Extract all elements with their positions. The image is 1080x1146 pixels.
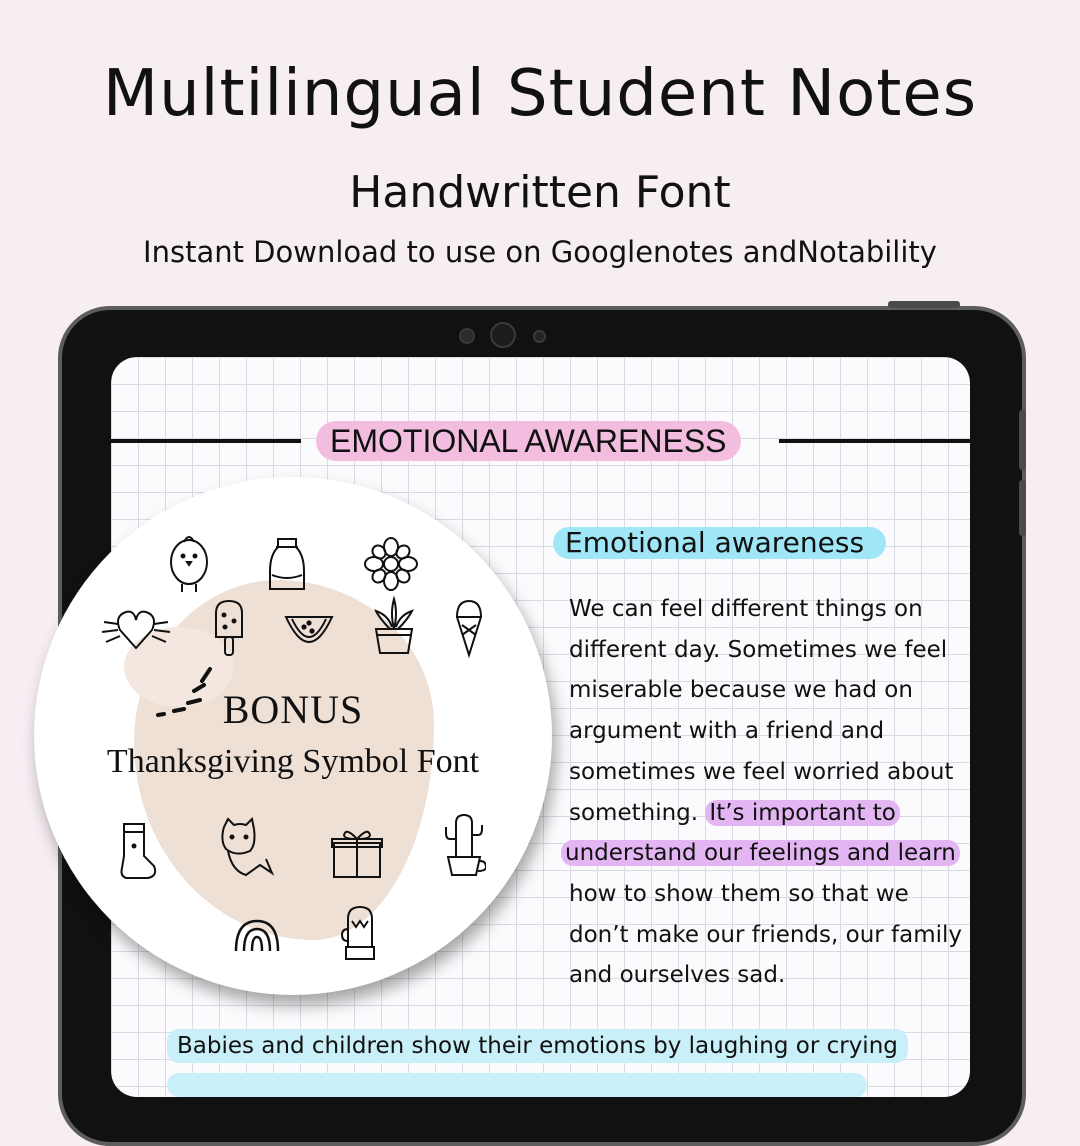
note-title: Emotional awareness <box>553 527 886 559</box>
rainbow-icon <box>232 917 282 953</box>
tablet-top-button <box>888 301 960 308</box>
sock-icon <box>116 822 160 880</box>
watermelon-icon <box>282 607 336 647</box>
mitten-icon <box>340 905 380 961</box>
popsicle-icon <box>212 599 246 659</box>
note-line: miserable because we had on <box>569 677 913 704</box>
note-line <box>569 793 969 834</box>
cat-mermaid-icon <box>216 817 276 883</box>
note-line: different day. Sometimes we feel <box>569 636 948 663</box>
bird-icon <box>164 532 214 594</box>
note-line: and ourselves sad. <box>569 962 786 989</box>
heart-wings-icon <box>100 602 172 652</box>
bonus-label: BONUS <box>222 687 364 732</box>
camera-icon <box>490 322 516 348</box>
page-title: Multilingual Student Notes <box>102 57 978 131</box>
note-line: argument with a friend and <box>569 718 885 745</box>
light-sensor-icon <box>533 330 546 343</box>
bonus-badge <box>34 477 552 995</box>
note-line: how to show them so that we <box>569 880 909 907</box>
tablet-volume-up-button <box>1019 410 1026 470</box>
heading-rule-right <box>779 439 970 443</box>
tagline: Instant Download to use on Googlenotes andNotability <box>143 235 937 269</box>
note-line: sometimes we feel worried about <box>569 758 954 785</box>
page-subtitle: Handwritten Font <box>349 167 731 218</box>
bonus-subtitle: Thanksgiving Symbol Font <box>106 743 480 780</box>
sensor-icon <box>459 328 475 344</box>
potted-plant-icon <box>370 595 418 657</box>
jug-icon <box>266 535 308 593</box>
bottom-note-line-cropped <box>167 1073 867 1097</box>
highlighted-text: It’s important to <box>705 800 899 826</box>
bottom-note-line: Babies and children show their emotions by laughing or crying <box>167 1029 908 1063</box>
ice-cream-icon <box>454 597 484 659</box>
gift-icon <box>330 825 384 881</box>
heading-rule-left <box>111 439 301 443</box>
cactus-icon <box>442 813 486 879</box>
flower-icon <box>364 537 418 591</box>
note-line: don’t make our friends, our family <box>569 921 963 948</box>
highlighted-text: understand our feelings and learn <box>561 840 960 866</box>
note-body <box>565 589 969 996</box>
note-line-text: something. <box>569 799 699 826</box>
note-line <box>561 833 969 874</box>
note-line: We can feel different things on <box>569 596 923 622</box>
section-heading: EMOTIONAL AWARENESS <box>316 421 741 461</box>
tablet-volume-down-button <box>1019 480 1026 536</box>
